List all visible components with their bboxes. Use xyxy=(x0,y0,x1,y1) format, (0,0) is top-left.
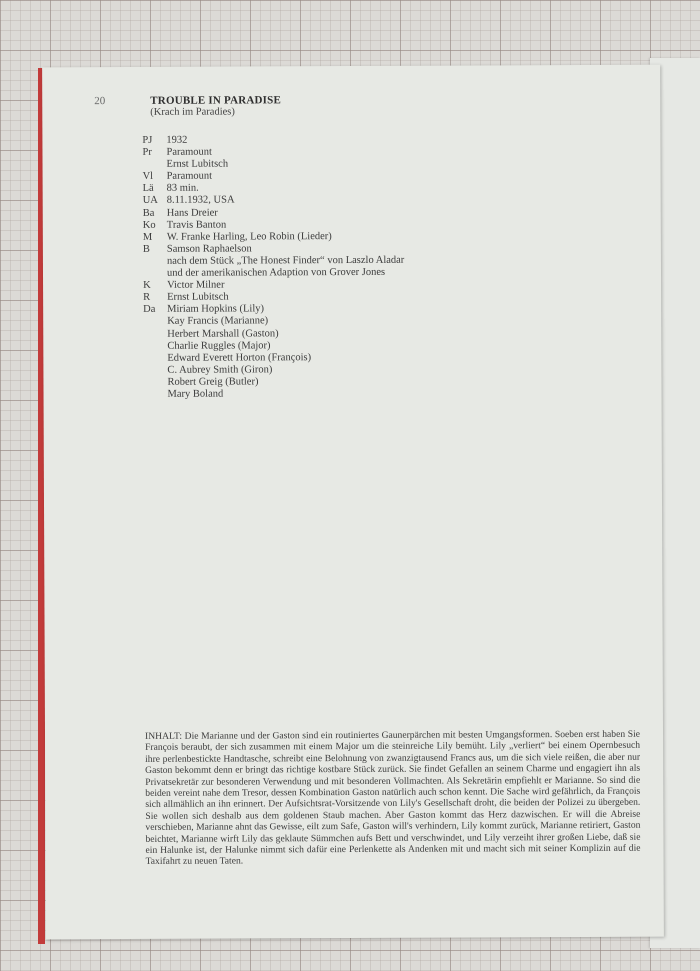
credit-abbreviation: Pr xyxy=(142,146,152,159)
credit-value: Ernst Lubitsch xyxy=(167,291,229,304)
credit-abbreviation: Vl xyxy=(142,171,154,183)
document-page xyxy=(42,65,664,940)
credit-abbreviation: Ko xyxy=(142,219,156,231)
credit-value: W. Franke Harling, Leo Robin (Lieder) xyxy=(166,230,332,243)
credit-abbreviation: UA xyxy=(142,195,158,207)
credit-value: Kay Francis (Marianne) xyxy=(167,315,269,328)
credit-abbreviation: M xyxy=(142,231,153,243)
credit-value: Charlie Ruggles (Major) xyxy=(167,339,271,352)
credit-row xyxy=(143,364,404,377)
credit-abbreviation xyxy=(144,389,168,401)
page-number: 20 xyxy=(94,95,106,108)
credit-abbreviation xyxy=(143,352,167,364)
credit-row xyxy=(143,182,404,195)
credit-row xyxy=(143,158,404,171)
film-subtitle: (Krach im Paradies) xyxy=(150,106,235,118)
credit-value: Paramount xyxy=(166,170,213,183)
credits-list xyxy=(142,134,405,401)
credit-row xyxy=(143,315,404,328)
credit-row xyxy=(143,194,404,207)
credit-value: Edward Everett Horton (François) xyxy=(167,351,312,364)
credit-abbreviation xyxy=(143,159,167,171)
credit-value: Paramount xyxy=(166,146,212,158)
credit-value: Robert Greig (Butler) xyxy=(167,376,259,388)
credit-abbreviation: B xyxy=(142,243,150,255)
credit-abbreviation xyxy=(143,268,167,280)
credit-abbreviation xyxy=(143,340,167,352)
credit-row xyxy=(143,206,404,219)
credit-abbreviation: R xyxy=(143,292,151,304)
credit-row xyxy=(144,388,405,401)
credit-row xyxy=(143,170,404,183)
credit-value: 1932 xyxy=(166,134,188,146)
credit-value: 83 min. xyxy=(166,183,199,195)
credit-row xyxy=(143,303,404,316)
credit-row xyxy=(143,339,404,352)
credit-row xyxy=(143,255,404,268)
credit-row xyxy=(143,291,404,304)
credit-value: und der amerikanischen Adaption von Grover Jones xyxy=(166,266,386,279)
credit-value: Herbert Marshall (Gaston) xyxy=(167,327,279,340)
credit-value: Miriam Hopkins (Lily) xyxy=(167,303,265,316)
credit-value: C. Aubrey Smith (Giron) xyxy=(167,364,273,376)
credit-abbreviation xyxy=(143,256,167,268)
credit-value: Victor Milner xyxy=(167,279,225,291)
credit-row xyxy=(143,231,404,244)
credit-value: 8.11.1932, USA xyxy=(166,194,235,207)
credit-row xyxy=(143,376,404,389)
credit-row xyxy=(143,243,404,256)
credit-value: Hans Dreier xyxy=(166,207,218,219)
credit-value: Travis Banton xyxy=(166,219,227,231)
credit-row xyxy=(143,327,404,340)
synopsis-text: INHALT: Die Marianne und der Gaston sind ein routiniertes Gaunerpärchen mit besten Umgangsformen. Soeben erst haben Sie François beraubt, der sich zusammen mit einem Major um die steinreiche Lily bemüht. Lily „verliert“ bei einem Opernbesuch ihre perlenbestickte Handtasche, schreibt eine Belohnung von zwanzigtausend Francs aus, um die sich viele reißen, die aber nur Gaston bekommt denn er bringt das richtige kostbare Stück zurück. Sie findet Gefallen an seinem Charme und engagiert ihn als Privatsekretär zur besonderen Verwendung und mit besonderen Vollmachten. Als Sekretärin empfiehlt er Marianne. So sind die beiden vereint nahe dem Tresor, dessen Kombination Gaston natürlich auch schon kennt. Die Sache wird gefährlich, da François sich allmählich an ihn erinnert. Der Aufsichtsrat-Vorsitzende von Lily's Gesellschaft droht, die beiden der Polizei zu übergeben. Sie wollen sich deshalb aus dem goldenen Staub machen. Aber Gaston kommt das Herz dazwischen. Er will die Abreise verschieben, Marianne ahnt das Gewisse, eilt zum Safe, Gaston will's verhindern, Lily kommt zurück, Marianne retiriert, Gaston beichtet, Marianne wirft Lily das geklaute Sümmchen aufs Bett und verschwindet, und Lily verzeiht ihrer großen Liebe, daß sie ein Halunke ist, der Halunke nimmt sich dafür eine Perlenkette als Andenken mit und macht sich mit seiner Komplizin auf die Taxifahrt zu neuen Taten. xyxy=(144,728,641,868)
credit-value: nach dem Stück „The Honest Finder“ von Laszlo Aladar xyxy=(166,254,405,267)
credit-abbreviation xyxy=(143,316,167,328)
credit-row xyxy=(143,267,404,280)
credit-row xyxy=(142,146,403,159)
credit-abbreviation: Da xyxy=(143,304,156,316)
credit-abbreviation: Ba xyxy=(142,207,155,219)
credit-abbreviation: PJ xyxy=(142,134,153,146)
credit-abbreviation: K xyxy=(143,280,151,292)
credit-row xyxy=(143,279,404,292)
credit-row xyxy=(143,351,404,364)
credit-abbreviation xyxy=(143,377,167,389)
film-title: TROUBLE IN PARADISE xyxy=(150,94,282,107)
credit-value: Samson Raphaelson xyxy=(166,243,252,255)
credit-row xyxy=(142,134,403,147)
credit-abbreviation xyxy=(143,365,167,377)
title-block xyxy=(150,94,281,118)
credit-abbreviation xyxy=(143,328,167,340)
credit-row xyxy=(143,218,404,231)
credit-value: Mary Boland xyxy=(167,388,224,400)
credit-abbreviation: Lä xyxy=(142,183,154,195)
credit-value: Ernst Lubitsch xyxy=(166,158,229,170)
